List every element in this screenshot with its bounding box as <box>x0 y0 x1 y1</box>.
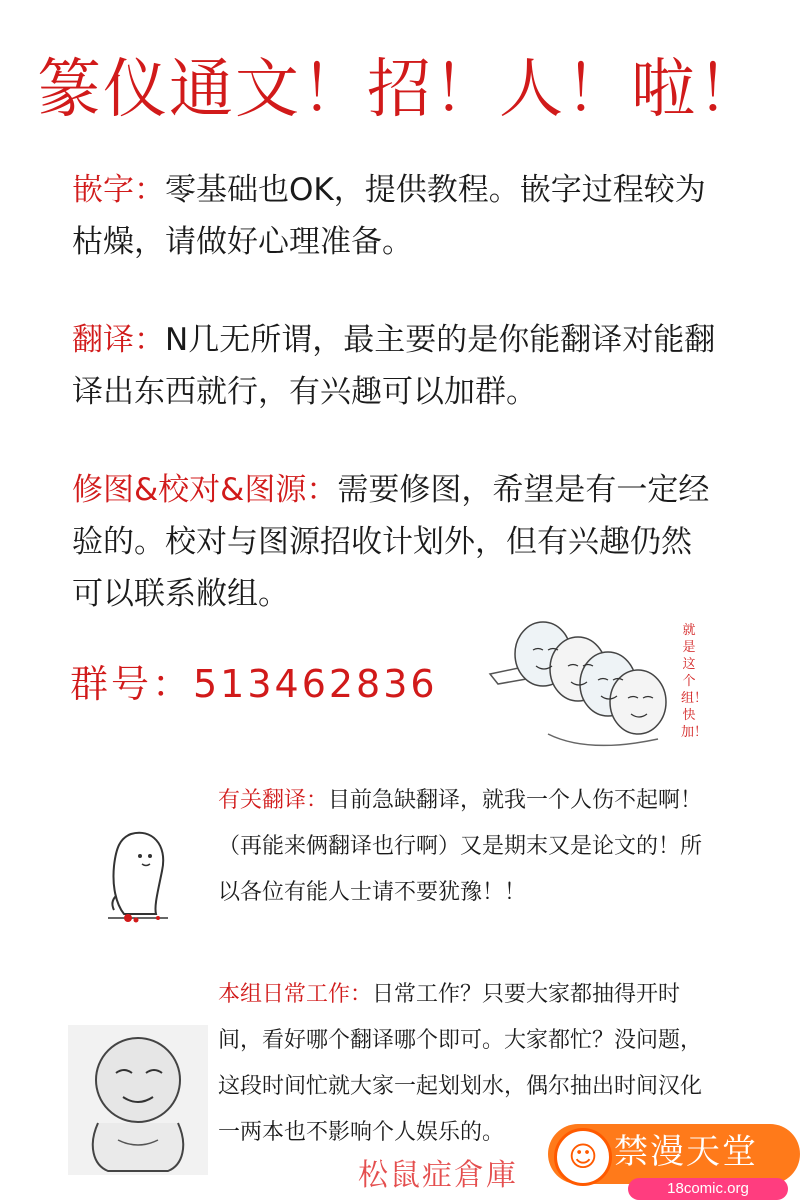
section-editing-proofreading <box>72 464 722 620</box>
note-label: 本组日常工作： <box>218 982 373 1007</box>
logo-text: 禁漫天堂 <box>614 1132 758 1172</box>
page-title: 篆仪通文！招！人！啦！ <box>37 53 763 127</box>
section-typesetting <box>72 164 722 268</box>
section-text: 零基础也OK，提供教程。嵌字过程较为枯燥，请做好心理准备。 <box>72 172 706 260</box>
section-text: N几无所谓，最主要的是你能翻译对能翻译出东西就行，有兴趣可以加群。 <box>72 322 716 410</box>
note-text: 目前急缺翻译，就我一个人伤不起啊！（再能来俩翻译也行啊）又是期末又是论文的！所以各位有能人士请不要犹豫！！ <box>218 788 703 905</box>
note-label: 有关翻译： <box>218 788 329 813</box>
section-translation <box>72 314 722 418</box>
section-label: 修图&校对&图源： <box>72 472 338 508</box>
round-face-meme-illustration <box>68 1025 208 1175</box>
group-number: 群号：513462836 <box>70 662 438 706</box>
pointing-memes-illustration <box>488 614 678 754</box>
logo-mascot-icon: ☺ <box>554 1128 612 1186</box>
section-text: 需要修图，希望是有一定经验的。校对与图源招收计划外，但有兴趣仍然可以联系敝组。 <box>72 472 710 612</box>
note-text: 日常工作？只要大家都抽得开时间，看好哪个翻译哪个即可。大家都忙？没问题，这段时间忙就大家一起划划水，偶尔抽出时间汉化一两本也不影响个人娱乐的。 <box>218 982 703 1145</box>
site-logo <box>548 1124 800 1200</box>
watermark-text: 松鼠症倉庫 <box>358 1158 518 1193</box>
bean-character-illustration <box>96 826 182 926</box>
logo-url: 18comic.org <box>628 1178 788 1200</box>
note-translation <box>218 778 718 916</box>
section-label: 翻译： <box>72 322 165 358</box>
side-note-vertical: 就是这个组！快加！ <box>681 623 708 740</box>
section-label: 嵌字： <box>72 172 165 208</box>
